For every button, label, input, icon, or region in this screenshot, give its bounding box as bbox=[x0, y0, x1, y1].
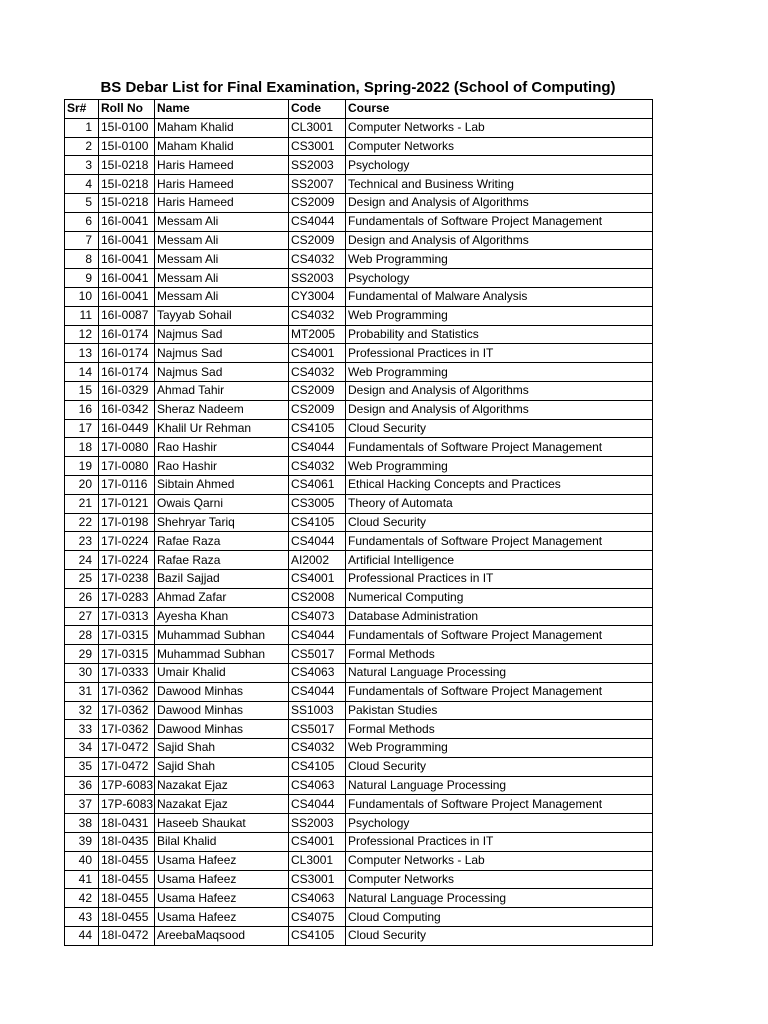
cell-roll-no: 15I-0218 bbox=[99, 193, 155, 212]
cell-course: Psychology bbox=[346, 814, 653, 833]
cell-roll-no: 17I-0224 bbox=[99, 532, 155, 551]
cell-sr: 2 bbox=[65, 137, 99, 156]
table-row bbox=[65, 419, 653, 438]
cell-sr: 14 bbox=[65, 363, 99, 382]
cell-name: Maham Khalid bbox=[155, 118, 289, 137]
table-row bbox=[65, 833, 653, 852]
cell-roll-no: 16I-0041 bbox=[99, 287, 155, 306]
cell-roll-no: 15I-0218 bbox=[99, 175, 155, 194]
cell-course: Professional Practices in IT bbox=[346, 833, 653, 852]
cell-name: Ahmad Zafar bbox=[155, 588, 289, 607]
cell-code: CS4001 bbox=[289, 833, 346, 852]
table-row bbox=[65, 851, 653, 870]
cell-sr: 31 bbox=[65, 682, 99, 701]
cell-name: Usama Hafeez bbox=[155, 889, 289, 908]
table-row bbox=[65, 438, 653, 457]
cell-course: Computer Networks - Lab bbox=[346, 851, 653, 870]
cell-sr: 17 bbox=[65, 419, 99, 438]
cell-course: Professional Practices in IT bbox=[346, 344, 653, 363]
table-row bbox=[65, 908, 653, 927]
cell-name: Rao Hashir bbox=[155, 457, 289, 476]
cell-code: CS4001 bbox=[289, 344, 346, 363]
cell-name: Tayyab Sohail bbox=[155, 306, 289, 325]
cell-name: Usama Hafeez bbox=[155, 870, 289, 889]
cell-name: Umair Khalid bbox=[155, 663, 289, 682]
cell-course: Web Programming bbox=[346, 250, 653, 269]
cell-code: CS4001 bbox=[289, 569, 346, 588]
cell-sr: 12 bbox=[65, 325, 99, 344]
cell-name: Khalil Ur Rehman bbox=[155, 419, 289, 438]
cell-course: Fundamentals of Software Project Management bbox=[346, 682, 653, 701]
header-code: Code bbox=[289, 100, 346, 119]
cell-roll-no: 17I-0362 bbox=[99, 720, 155, 739]
cell-name: Najmus Sad bbox=[155, 344, 289, 363]
cell-code: CS4044 bbox=[289, 682, 346, 701]
table-row bbox=[65, 475, 653, 494]
table-row bbox=[65, 325, 653, 344]
cell-roll-no: 17I-0224 bbox=[99, 551, 155, 570]
cell-course: Database Administration bbox=[346, 607, 653, 626]
cell-sr: 5 bbox=[65, 193, 99, 212]
cell-course: Formal Methods bbox=[346, 645, 653, 664]
cell-course: Ethical Hacking Concepts and Practices bbox=[346, 475, 653, 494]
cell-code: CS4105 bbox=[289, 927, 346, 946]
cell-roll-no: 16I-0041 bbox=[99, 212, 155, 231]
cell-name: Nazakat Ejaz bbox=[155, 795, 289, 814]
cell-code: CS2009 bbox=[289, 400, 346, 419]
table-row bbox=[65, 231, 653, 250]
cell-sr: 41 bbox=[65, 870, 99, 889]
table-row bbox=[65, 363, 653, 382]
cell-roll-no: 17I-0472 bbox=[99, 739, 155, 758]
cell-name: Muhammad Subhan bbox=[155, 645, 289, 664]
cell-code: CS4032 bbox=[289, 306, 346, 325]
table-row bbox=[65, 663, 653, 682]
cell-sr: 21 bbox=[65, 494, 99, 513]
table-row bbox=[65, 287, 653, 306]
cell-course: Probability and Statistics bbox=[346, 325, 653, 344]
cell-sr: 19 bbox=[65, 457, 99, 476]
cell-course: Cloud Security bbox=[346, 757, 653, 776]
cell-roll-no: 16I-0329 bbox=[99, 381, 155, 400]
table-row bbox=[65, 457, 653, 476]
cell-course: Design and Analysis of Algorithms bbox=[346, 193, 653, 212]
cell-roll-no: 17I-0333 bbox=[99, 663, 155, 682]
cell-sr: 26 bbox=[65, 588, 99, 607]
cell-sr: 35 bbox=[65, 757, 99, 776]
cell-course: Natural Language Processing bbox=[346, 889, 653, 908]
cell-sr: 28 bbox=[65, 626, 99, 645]
cell-name: Ahmad Tahir bbox=[155, 381, 289, 400]
cell-sr: 25 bbox=[65, 569, 99, 588]
table-row bbox=[65, 607, 653, 626]
cell-code: MT2005 bbox=[289, 325, 346, 344]
cell-roll-no: 17I-0080 bbox=[99, 438, 155, 457]
debar-table bbox=[64, 99, 653, 946]
table-row bbox=[65, 175, 653, 194]
cell-name: Usama Hafeez bbox=[155, 851, 289, 870]
cell-sr: 36 bbox=[65, 776, 99, 795]
table-row bbox=[65, 137, 653, 156]
header-name: Name bbox=[155, 100, 289, 119]
cell-course: Web Programming bbox=[346, 739, 653, 758]
cell-course: Cloud Security bbox=[346, 513, 653, 532]
cell-sr: 43 bbox=[65, 908, 99, 927]
cell-sr: 11 bbox=[65, 306, 99, 325]
table-row bbox=[65, 381, 653, 400]
cell-name: Rao Hashir bbox=[155, 438, 289, 457]
cell-roll-no: 17I-0198 bbox=[99, 513, 155, 532]
cell-name: Najmus Sad bbox=[155, 363, 289, 382]
cell-roll-no: 15I-0100 bbox=[99, 137, 155, 156]
cell-roll-no: 18I-0455 bbox=[99, 889, 155, 908]
cell-code: CS4032 bbox=[289, 250, 346, 269]
table-row bbox=[65, 701, 653, 720]
cell-sr: 8 bbox=[65, 250, 99, 269]
cell-name: Owais Qarni bbox=[155, 494, 289, 513]
table-row bbox=[65, 306, 653, 325]
table-row bbox=[65, 626, 653, 645]
table-body bbox=[65, 118, 653, 945]
cell-course: Fundamentals of Software Project Management bbox=[346, 438, 653, 457]
cell-name: Sajid Shah bbox=[155, 757, 289, 776]
cell-sr: 40 bbox=[65, 851, 99, 870]
cell-name: Sibtain Ahmed bbox=[155, 475, 289, 494]
cell-sr: 23 bbox=[65, 532, 99, 551]
cell-code: CS4105 bbox=[289, 419, 346, 438]
cell-name: Haris Hameed bbox=[155, 156, 289, 175]
cell-course: Numerical Computing bbox=[346, 588, 653, 607]
cell-code: CS4044 bbox=[289, 626, 346, 645]
cell-sr: 42 bbox=[65, 889, 99, 908]
cell-code: CS4073 bbox=[289, 607, 346, 626]
cell-code: SS2007 bbox=[289, 175, 346, 194]
cell-name: Muhammad Subhan bbox=[155, 626, 289, 645]
cell-sr: 7 bbox=[65, 231, 99, 250]
header-course: Course bbox=[346, 100, 653, 119]
cell-roll-no: 17I-0362 bbox=[99, 682, 155, 701]
cell-code: CS2009 bbox=[289, 193, 346, 212]
cell-roll-no: 17I-0080 bbox=[99, 457, 155, 476]
cell-course: Cloud Security bbox=[346, 419, 653, 438]
cell-roll-no: 15I-0100 bbox=[99, 118, 155, 137]
table-row bbox=[65, 118, 653, 137]
cell-course: Cloud Computing bbox=[346, 908, 653, 927]
cell-course: Theory of Automata bbox=[346, 494, 653, 513]
header-sr: Sr# bbox=[65, 100, 99, 119]
cell-code: SS2003 bbox=[289, 156, 346, 175]
cell-sr: 39 bbox=[65, 833, 99, 852]
cell-roll-no: 16I-0174 bbox=[99, 325, 155, 344]
cell-sr: 24 bbox=[65, 551, 99, 570]
cell-name: Maham Khalid bbox=[155, 137, 289, 156]
cell-name: Messam Ali bbox=[155, 269, 289, 288]
table-row bbox=[65, 795, 653, 814]
cell-code: CS4032 bbox=[289, 363, 346, 382]
cell-sr: 10 bbox=[65, 287, 99, 306]
cell-name: Dawood Minhas bbox=[155, 682, 289, 701]
table-row bbox=[65, 776, 653, 795]
cell-roll-no: 16I-0087 bbox=[99, 306, 155, 325]
cell-course: Technical and Business Writing bbox=[346, 175, 653, 194]
cell-code: SS2003 bbox=[289, 269, 346, 288]
cell-name: Dawood Minhas bbox=[155, 720, 289, 739]
cell-course: Fundamentals of Software Project Management bbox=[346, 795, 653, 814]
table-row bbox=[65, 551, 653, 570]
cell-name: Najmus Sad bbox=[155, 325, 289, 344]
cell-course: Web Programming bbox=[346, 306, 653, 325]
cell-name: Sajid Shah bbox=[155, 739, 289, 758]
cell-name: Haris Hameed bbox=[155, 175, 289, 194]
cell-roll-no: 16I-0174 bbox=[99, 363, 155, 382]
table-row bbox=[65, 212, 653, 231]
table-row bbox=[65, 344, 653, 363]
cell-name: Messam Ali bbox=[155, 231, 289, 250]
cell-code: CS4075 bbox=[289, 908, 346, 927]
cell-sr: 6 bbox=[65, 212, 99, 231]
cell-code: SS2003 bbox=[289, 814, 346, 833]
cell-code: CS4105 bbox=[289, 757, 346, 776]
cell-course: Computer Networks bbox=[346, 870, 653, 889]
cell-course: Fundamental of Malware Analysis bbox=[346, 287, 653, 306]
table-row bbox=[65, 870, 653, 889]
cell-sr: 15 bbox=[65, 381, 99, 400]
cell-code: CS3005 bbox=[289, 494, 346, 513]
cell-course: Artificial Intelligence bbox=[346, 551, 653, 570]
table-header-row bbox=[65, 100, 653, 119]
table-row bbox=[65, 739, 653, 758]
cell-course: Natural Language Processing bbox=[346, 776, 653, 795]
cell-roll-no: 18I-0431 bbox=[99, 814, 155, 833]
cell-roll-no: 17I-0362 bbox=[99, 701, 155, 720]
table-row bbox=[65, 720, 653, 739]
table-row bbox=[65, 156, 653, 175]
cell-name: Rafae Raza bbox=[155, 551, 289, 570]
cell-roll-no: 16I-0449 bbox=[99, 419, 155, 438]
cell-course: Computer Networks bbox=[346, 137, 653, 156]
cell-code: CS2009 bbox=[289, 231, 346, 250]
cell-sr: 27 bbox=[65, 607, 99, 626]
table-row bbox=[65, 757, 653, 776]
table-row bbox=[65, 569, 653, 588]
cell-sr: 34 bbox=[65, 739, 99, 758]
cell-sr: 13 bbox=[65, 344, 99, 363]
cell-course: Professional Practices in IT bbox=[346, 569, 653, 588]
cell-code: CY3004 bbox=[289, 287, 346, 306]
cell-code: CS4063 bbox=[289, 776, 346, 795]
cell-code: SS1003 bbox=[289, 701, 346, 720]
cell-sr: 3 bbox=[65, 156, 99, 175]
cell-roll-no: 16I-0041 bbox=[99, 250, 155, 269]
cell-roll-no: 16I-0174 bbox=[99, 344, 155, 363]
cell-roll-no: 18I-0455 bbox=[99, 908, 155, 927]
cell-course: Fundamentals of Software Project Management bbox=[346, 532, 653, 551]
cell-course: Natural Language Processing bbox=[346, 663, 653, 682]
cell-code: CS4063 bbox=[289, 663, 346, 682]
cell-roll-no: 18I-0455 bbox=[99, 851, 155, 870]
cell-name: Rafae Raza bbox=[155, 532, 289, 551]
cell-name: Dawood Minhas bbox=[155, 701, 289, 720]
cell-course: Fundamentals of Software Project Management bbox=[346, 626, 653, 645]
cell-course: Web Programming bbox=[346, 457, 653, 476]
cell-roll-no: 16I-0041 bbox=[99, 231, 155, 250]
cell-code: CS4105 bbox=[289, 513, 346, 532]
table-row bbox=[65, 814, 653, 833]
table-row bbox=[65, 532, 653, 551]
table-row bbox=[65, 927, 653, 946]
cell-course: Cloud Security bbox=[346, 927, 653, 946]
table-row bbox=[65, 269, 653, 288]
cell-code: CL3001 bbox=[289, 118, 346, 137]
cell-code: CS4044 bbox=[289, 532, 346, 551]
cell-roll-no: 16I-0041 bbox=[99, 269, 155, 288]
table-row bbox=[65, 400, 653, 419]
table-row bbox=[65, 889, 653, 908]
cell-sr: 1 bbox=[65, 118, 99, 137]
cell-roll-no: 16I-0342 bbox=[99, 400, 155, 419]
cell-course: Pakistan Studies bbox=[346, 701, 653, 720]
header-roll-no: Roll No bbox=[99, 100, 155, 119]
cell-code: AI2002 bbox=[289, 551, 346, 570]
table-row bbox=[65, 588, 653, 607]
cell-roll-no: 17I-0315 bbox=[99, 645, 155, 664]
cell-sr: 33 bbox=[65, 720, 99, 739]
cell-sr: 16 bbox=[65, 400, 99, 419]
cell-name: Messam Ali bbox=[155, 212, 289, 231]
cell-roll-no: 17I-0315 bbox=[99, 626, 155, 645]
cell-code: CS2008 bbox=[289, 588, 346, 607]
cell-name: Messam Ali bbox=[155, 250, 289, 269]
cell-roll-no: 18I-0472 bbox=[99, 927, 155, 946]
cell-roll-no: 17I-0121 bbox=[99, 494, 155, 513]
cell-name: Bazil Sajjad bbox=[155, 569, 289, 588]
cell-name: Haseeb Shaukat bbox=[155, 814, 289, 833]
cell-course: Design and Analysis of Algorithms bbox=[346, 400, 653, 419]
cell-code: CS4044 bbox=[289, 212, 346, 231]
cell-sr: 20 bbox=[65, 475, 99, 494]
cell-roll-no: 17I-0283 bbox=[99, 588, 155, 607]
cell-course: Formal Methods bbox=[346, 720, 653, 739]
cell-course: Design and Analysis of Algorithms bbox=[346, 231, 653, 250]
cell-sr: 29 bbox=[65, 645, 99, 664]
cell-code: CS4061 bbox=[289, 475, 346, 494]
cell-course: Fundamentals of Software Project Management bbox=[346, 212, 653, 231]
cell-code: CS4063 bbox=[289, 889, 346, 908]
cell-name: Nazakat Ejaz bbox=[155, 776, 289, 795]
cell-name: Haris Hameed bbox=[155, 193, 289, 212]
cell-course: Design and Analysis of Algorithms bbox=[346, 381, 653, 400]
cell-name: AreebaMaqsood bbox=[155, 927, 289, 946]
cell-roll-no: 17I-0313 bbox=[99, 607, 155, 626]
document-title: BS Debar List for Final Examination, Spring-2022 (School of Computing) bbox=[100, 79, 616, 96]
table-row bbox=[65, 250, 653, 269]
cell-name: Ayesha Khan bbox=[155, 607, 289, 626]
cell-code: CS4044 bbox=[289, 438, 346, 457]
cell-course: Web Programming bbox=[346, 363, 653, 382]
cell-name: Bilal Khalid bbox=[155, 833, 289, 852]
table-row bbox=[65, 682, 653, 701]
cell-code: CS5017 bbox=[289, 720, 346, 739]
cell-code: CS3001 bbox=[289, 137, 346, 156]
cell-name: Shehryar Tariq bbox=[155, 513, 289, 532]
cell-name: Usama Hafeez bbox=[155, 908, 289, 927]
cell-code: CL3001 bbox=[289, 851, 346, 870]
cell-sr: 4 bbox=[65, 175, 99, 194]
cell-sr: 32 bbox=[65, 701, 99, 720]
cell-code: CS3001 bbox=[289, 870, 346, 889]
table-row bbox=[65, 513, 653, 532]
cell-sr: 9 bbox=[65, 269, 99, 288]
table-row bbox=[65, 494, 653, 513]
cell-sr: 18 bbox=[65, 438, 99, 457]
cell-code: CS5017 bbox=[289, 645, 346, 664]
cell-course: Psychology bbox=[346, 156, 653, 175]
cell-name: Sheraz Nadeem bbox=[155, 400, 289, 419]
cell-sr: 38 bbox=[65, 814, 99, 833]
cell-name: Messam Ali bbox=[155, 287, 289, 306]
cell-roll-no: 17I-0116 bbox=[99, 475, 155, 494]
cell-roll-no: 18I-0455 bbox=[99, 870, 155, 889]
table-row bbox=[65, 193, 653, 212]
cell-code: CS4032 bbox=[289, 739, 346, 758]
cell-sr: 22 bbox=[65, 513, 99, 532]
cell-roll-no: 17I-0472 bbox=[99, 757, 155, 776]
cell-roll-no: 15I-0218 bbox=[99, 156, 155, 175]
cell-roll-no: 17P-6083 bbox=[99, 776, 155, 795]
cell-course: Psychology bbox=[346, 269, 653, 288]
cell-sr: 30 bbox=[65, 663, 99, 682]
cell-roll-no: 17P-6083 bbox=[99, 795, 155, 814]
table-row bbox=[65, 645, 653, 664]
cell-sr: 44 bbox=[65, 927, 99, 946]
cell-code: CS4032 bbox=[289, 457, 346, 476]
cell-sr: 37 bbox=[65, 795, 99, 814]
cell-course: Computer Networks - Lab bbox=[346, 118, 653, 137]
cell-roll-no: 17I-0238 bbox=[99, 569, 155, 588]
cell-code: CS2009 bbox=[289, 381, 346, 400]
cell-roll-no: 18I-0435 bbox=[99, 833, 155, 852]
cell-code: CS4044 bbox=[289, 795, 346, 814]
